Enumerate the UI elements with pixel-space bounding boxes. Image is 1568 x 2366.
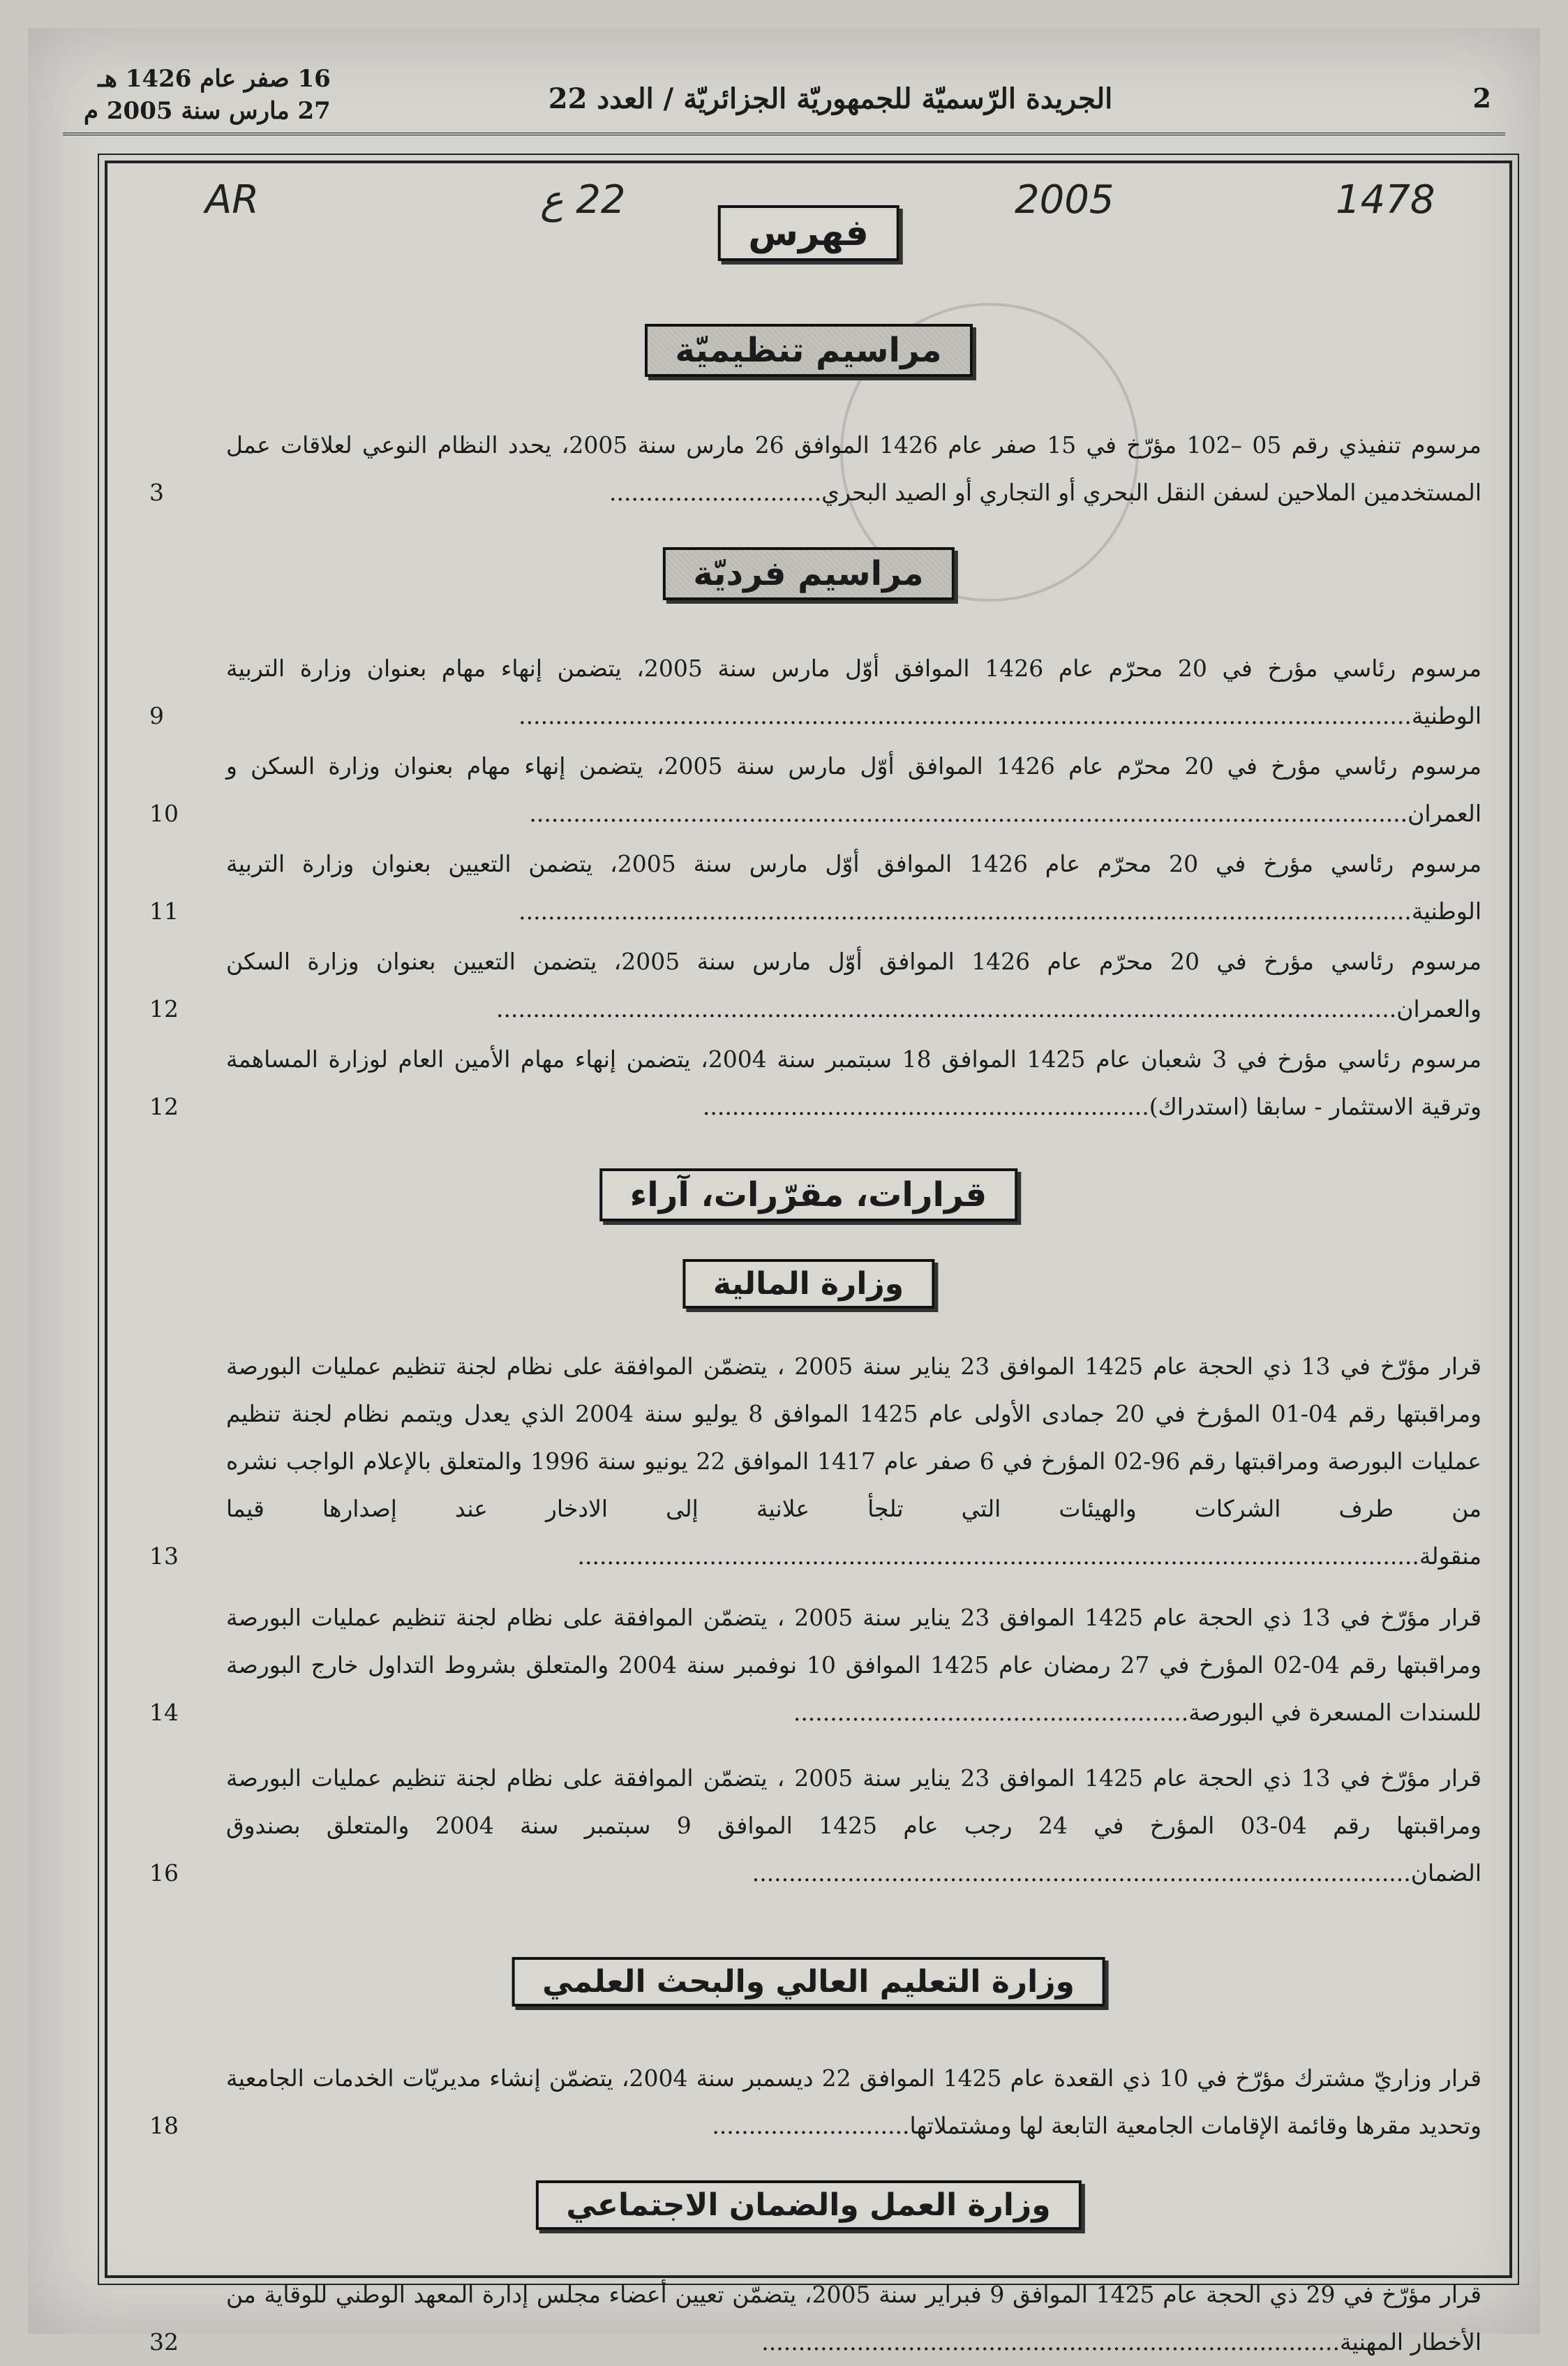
toc-entry-page: 10 — [149, 800, 179, 827]
toc-entry-text: مرسوم رئاسي مؤرخ في 20 محرّم عام 1426 الموافق أوّل مارس سنة 2005، يتضمن إنهاء مهام بعنوان وزارة التربية الوطنية.......................................................................................................................... — [226, 655, 1482, 729]
header-title: الجريدة الرّسميّة للجمهوريّة الجزائريّة / العدد 22 — [548, 82, 1113, 115]
toc-entry-text: مرسوم رئاسي مؤرخ في 3 شعبان عام 1425 الموافق 18 سبتمبر سنة 2004، يتضمن إنهاء مهام الأمين العام لوزارة المساهمة وترقية الاستثمار - سابقا (استدراك)............................................................. — [226, 1046, 1482, 1120]
header-date — [84, 63, 331, 127]
toc-entry-page: 18 — [149, 2112, 179, 2139]
toc-entry-page: 13 — [149, 1542, 179, 1570]
page-number: 2 — [1472, 82, 1491, 114]
toc-entry-page: 12 — [149, 995, 179, 1022]
toc-entry-page: 32 — [149, 2328, 179, 2356]
section-decisions-opinions: قرارات، مقرّرات، آراء — [599, 1168, 1017, 1221]
toc-entry-text: مرسوم رئاسي مؤرخ في 20 محرّم عام 1426 الموافق أوّل مارس سنة 2005، يتضمن التعيين بعنوان وزارة التربية الوطنية.......................................................................................................................... — [226, 850, 1481, 925]
handwritten-year: 2005 — [1015, 177, 1114, 223]
handwritten-middle-note: 22 ع — [540, 177, 626, 223]
header-date-gregorian: 27 مارس سنة 2005 م — [84, 97, 331, 125]
toc-entry-text: قرار مؤرّخ في 13 ذي الحجة عام 1425 الموافق 23 يناير سنة 2005 ، يتضمّن الموافقة على نظام لجنة تنظيم عمليات البورصة ومراقبتها رقم 04-01 المؤرخ في 20 جمادى الأولى عام 1425 الموافق 8 يوليو سنة 2004 الذي يعدل ويتمم نظام لجنة تنظيم عمليات البورصة ومراقبتها رقم 96-02 المؤرخ في 6 صفر عام 1417 الموافق 22 يونيو سنة 1996 والمتعلق بالإعلام الواجب نشره من طرف الشركات والهيئات التي تلجأ علانية إلى الادخار عند إصدارها قيما منقولة................................................................................................................... — [226, 1353, 1481, 1570]
section-ministry-labour: وزارة العمل والضمان الاجتماعي — [535, 2180, 1081, 2230]
toc-entry-page: 9 — [149, 702, 164, 729]
section-ministry-finance: وزارة المالية — [682, 1259, 934, 1309]
toc-entry-page: 11 — [149, 898, 179, 925]
index-heading: فهرس — [717, 205, 899, 261]
section-regulatory-decrees: مراسيم تنظيميّة — [644, 324, 972, 377]
toc-entry-page: 16 — [149, 1859, 179, 1887]
toc-entry-text: قرار مؤرّخ في 13 ذي الحجة عام 1425 الموافق 23 يناير سنة 2005 ، يتضمّن الموافقة على نظام لجنة تنظيم عمليات البورصة ومراقبتها رقم 04-02 المؤرخ في 27 رمضان عام 1425 الموافق 10 نوفمبر سنة 2004 والمتعلق بشروط التداول خارج البورصة للسندات المسعرة في البورصة...................................................... — [226, 1604, 1481, 1726]
toc-entry-page: 3 — [149, 479, 164, 506]
section-ministry-higher-education: وزارة التعليم العالي والبحث العلمي — [512, 1957, 1105, 2007]
toc-entry-text: قرار مؤرّخ في 13 ذي الحجة عام 1425 الموافق 23 يناير سنة 2005 ، يتضمّن الموافقة على نظام لجنة تنظيم عمليات البورصة ومراقبتها رقم 04-03 المؤرخ في 24 رجب عام 1425 الموافق 9 سبتمبر سنة 2004 والمتعلق بصندوق الضمان.......................................................................................... — [226, 1764, 1481, 1887]
toc-entry-page: 12 — [149, 1093, 179, 1120]
toc-entry-text: مرسوم تنفيذي رقم 05 –102 مؤرّخ في 15 صفر عام 1426 الموافق 26 مارس سنة 2005، يحدد النظام النوعي لعلاقات عمل المستخدمين الملاحين لسفن النقل البحري أو التجاري أو الصيد البحري............................. — [226, 431, 1481, 506]
header-date-hijri: 16 صفر عام 1426 هـ — [98, 65, 331, 93]
toc-entry-text: قرار مؤرّخ في 29 ذي الحجة عام 1425 الموافق 9 فبراير سنة 2005، يتضمّن تعيين أعضاء مجلس إدارة المعهد الوطني للوقاية من الأخطار المهنية............................................................................... — [226, 2281, 1481, 2356]
page-header — [63, 49, 1505, 135]
gazette-page — [28, 28, 1540, 2356]
section-individual-decrees: مراسيم فرديّة — [662, 547, 954, 600]
toc-entry-text: قرار وزاريّ مشترك مؤرّخ في 10 ذي القعدة عام 1425 الموافق 22 ديسمبر سنة 2004، يتضمّن إنشاء مديريّات الخدمات الجامعية وتحديد مقرها وقائمة الإقامات الجامعية التابعة لها ومشتملاتها........................... — [226, 2064, 1481, 2139]
index-frame — [105, 161, 1512, 2356]
toc-entry-page: 14 — [149, 1699, 179, 1726]
toc-entry-text: مرسوم رئاسي مؤرخ في 20 محرّم عام 1426 الموافق أوّل مارس سنة 2005، يتضمن التعيين بعنوان وزارة السكن والعمران........................................................................................................................... — [226, 948, 1482, 1022]
handwritten-left-note: AR — [205, 177, 260, 223]
handwritten-number: 1478 — [1336, 177, 1435, 223]
toc-entry-text: مرسوم رئاسي مؤرخ في 20 محرّم عام 1426 الموافق أوّل مارس سنة 2005، يتضمن إنهاء مهام بعنوان وزارة السكن و العمران........................................................................................................................ — [226, 752, 1482, 827]
